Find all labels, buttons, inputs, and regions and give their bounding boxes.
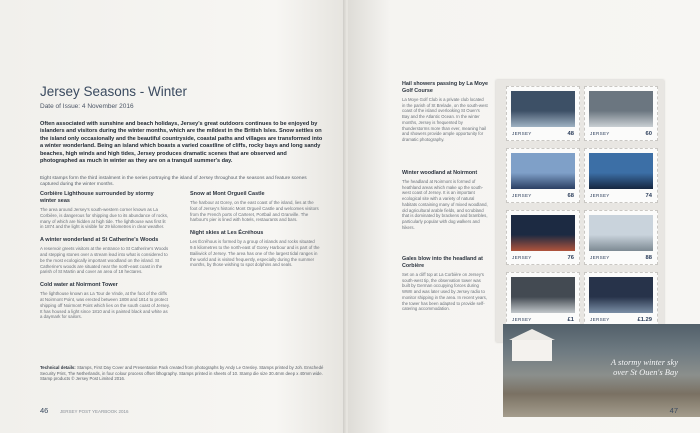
section-heading: Gales blow into the headland at Corbière [402, 256, 483, 269]
section-body: Les Écréhous is formed by a group of islands and rocks situated 9.6 kilometres to the north-east of Gorey Harbour and is part of the Bailiwick of Jersey. The area has one of the largest tidal ranges in the world and is visited frequently, especially during the summer months, by those wishing to spot dolphins and seals. [190, 239, 320, 268]
technical-details [40, 365, 325, 382]
stamp-2 [584, 86, 658, 141]
section-heading: Corbière Lighthouse surrounded by stormy winter seas [40, 191, 154, 204]
stamp-value: £1 [567, 317, 574, 323]
section-body: Set on a cliff top at La Corbière on Jersey's south-west tip, the observation tower was built by German occupying forces during WWII and was later used by Jersey radio to monitor shipping in the area. In recent years, the tower has been adapted to provide self-catering accommodation. [402, 272, 488, 312]
technical-details-body: Stamps, First Day Cover and Presentation Pack created from photographs by Andy Le Gresley. Stamps printed by Joh. Enschedé Security Print, The Netherlands, in four colour process offset lithography. Stamps printed in sheets of 10. Stamp die size 30.4mm deep x 40mm wide. Stamp products © Jersey Post Limited 2016. [40, 365, 324, 382]
stamp-image [511, 277, 575, 313]
stamp-image [511, 153, 575, 189]
page-number-left: 46 [40, 406, 49, 415]
section-heading: Hail showers passing by La Moye Golf Course [402, 81, 488, 94]
left-page [0, 0, 345, 433]
photo-caption [588, 357, 678, 377]
stamp-value: 88 [645, 255, 652, 261]
section-body: The lighthouse known as La Tour de Vinde, at the foot of the cliffs at Noirmont Point, was erected between 1808 and 1814 to protect shipping off Noirmont Point which lies on the south coast of Jersey. It has housed a light since 1810 and is painted black and white as a daymark for sailors. [40, 291, 170, 320]
stamp-4 [584, 148, 658, 203]
section-body: La Moye Golf Club is a private club located in the parish of St Brelade, on the south-west coast of the island overlooking St Ouen's Bay and the Atlantic Ocean. In the winter months, Jersey is frequented by thunderstorms more than ever, meaning hail and showers provide ample opportunity for dramatic photography. [402, 97, 488, 142]
photo-caption-line-2: over St Ouen's Bay [613, 367, 678, 377]
stamp-1 [506, 86, 580, 141]
stamp-7 [506, 272, 580, 327]
stamp-5 [506, 210, 580, 265]
stamp-country-label: JERSEY [590, 317, 610, 322]
stamp-image [589, 215, 653, 251]
stamp-6 [584, 210, 658, 265]
white-cottage-illustration [512, 339, 552, 361]
stamp-image [589, 153, 653, 189]
section-heading: Night skies at Les Écréhous [190, 230, 264, 237]
section-heading: A winter wonderland at St Catherine's Woods [40, 237, 159, 244]
stamp-8 [584, 272, 658, 327]
page-title: Jersey Seasons - Winter [40, 84, 188, 99]
stamp-value: 48 [567, 131, 574, 137]
issue-date: Date of Issue: 4 November 2016 [40, 103, 134, 110]
stamp-3 [506, 148, 580, 203]
text-column-2 [190, 191, 320, 275]
stamp-value: 74 [645, 193, 652, 199]
section-heading: Snow at Mont Orgueil Castle [190, 191, 265, 197]
photo-caption-line-1: A stormy winter sky [610, 357, 678, 367]
stamp-country-label: JERSEY [590, 255, 610, 260]
stamp-image [511, 215, 575, 251]
stamp-country-label: JERSEY [512, 255, 532, 260]
section-body: The headland at Noirmont is formed of heathland areas which make up the south-west coast of Jersey. It is an important ecological site with a variety of natural habitats containing many of mixed woodland, old agricultural arable fields, and scrubland that is dominated by brackens and brambles, particularly popular with dog walkers and hikers. [402, 179, 488, 230]
right-section-3 [402, 256, 488, 318]
stamp-value: £1.29 [637, 317, 652, 323]
text-column-1 [40, 191, 170, 327]
footer-text: JERSEY POST YEARBOOK 2016 [60, 409, 129, 414]
stamp-country-label: JERSEY [590, 131, 610, 136]
stamp-country-label: JERSEY [512, 317, 532, 322]
section-heading: Cold water at Noirmont Tower [40, 282, 118, 289]
section-body: The area around Jersey's south-western corner known as La Corbière, is dangerous for shipping due to its abundance of rocks, many of which are hidden at high tide. The lighthouse was first lit in 1874 and the light is visible for 29 kilometres in clear weather. [40, 207, 169, 230]
right-section-1 [402, 81, 488, 149]
section-body: The harbour at Gorey, on the east coast of the island, lies at the foot of Jersey's historic Mont Orgueil Castle and welcomes visitors from the French ports of Carteret, Portbail and Granville. The harbour's pier is lined with hotels, restaurants and bars. [190, 200, 319, 223]
stamp-country-label: JERSEY [512, 131, 532, 136]
stamp-value: 76 [567, 255, 574, 261]
stamp-country-label: JERSEY [512, 193, 532, 198]
stamp-country-label: JERSEY [590, 193, 610, 198]
section-heading: Winter woodland at Noirmont [402, 170, 478, 176]
section-body: A reservoir greets visitors at the entrance to St Catherine's Woods and stepping stones over a stream lead into what is considered to be the most ecologically important woodland on the island. St Catherine's woods are situated near the north-east coast in the parish of St Martin and cover an area of 18 hectares. [40, 246, 169, 275]
stamp-image [589, 91, 653, 127]
stamp-image [589, 277, 653, 313]
technical-details-label: Technical details: [40, 365, 76, 370]
stamp-value: 68 [567, 193, 574, 199]
stamp-value: 60 [645, 131, 652, 137]
series-note: Eight stamps form the third instalment in the series portraying the island of Jersey throughout the seasons and feature scenes captured during the winter months. [40, 176, 307, 188]
intro-paragraph: Often associated with sunshine and beach holidays, Jersey's great outdoors continues to be enjoyed by islanders and visitors during the winter months, which are the mildest in the British Isles. Snow settles on the island only occasionally and the beautiful countryside, coastal paths and villages are transformed into a winter wonderland. Being an island which boasts a varied coastline of cliffs, rocky bays and long sandy beaches, high winds and high tides, Jersey produces dramatic scenes that are observed and photographed as much in winter as they are on a tranquil summer's day. [40, 121, 323, 165]
stamp-image [511, 91, 575, 127]
page-number-right: 47 [669, 406, 678, 415]
right-section-2 [402, 170, 488, 236]
